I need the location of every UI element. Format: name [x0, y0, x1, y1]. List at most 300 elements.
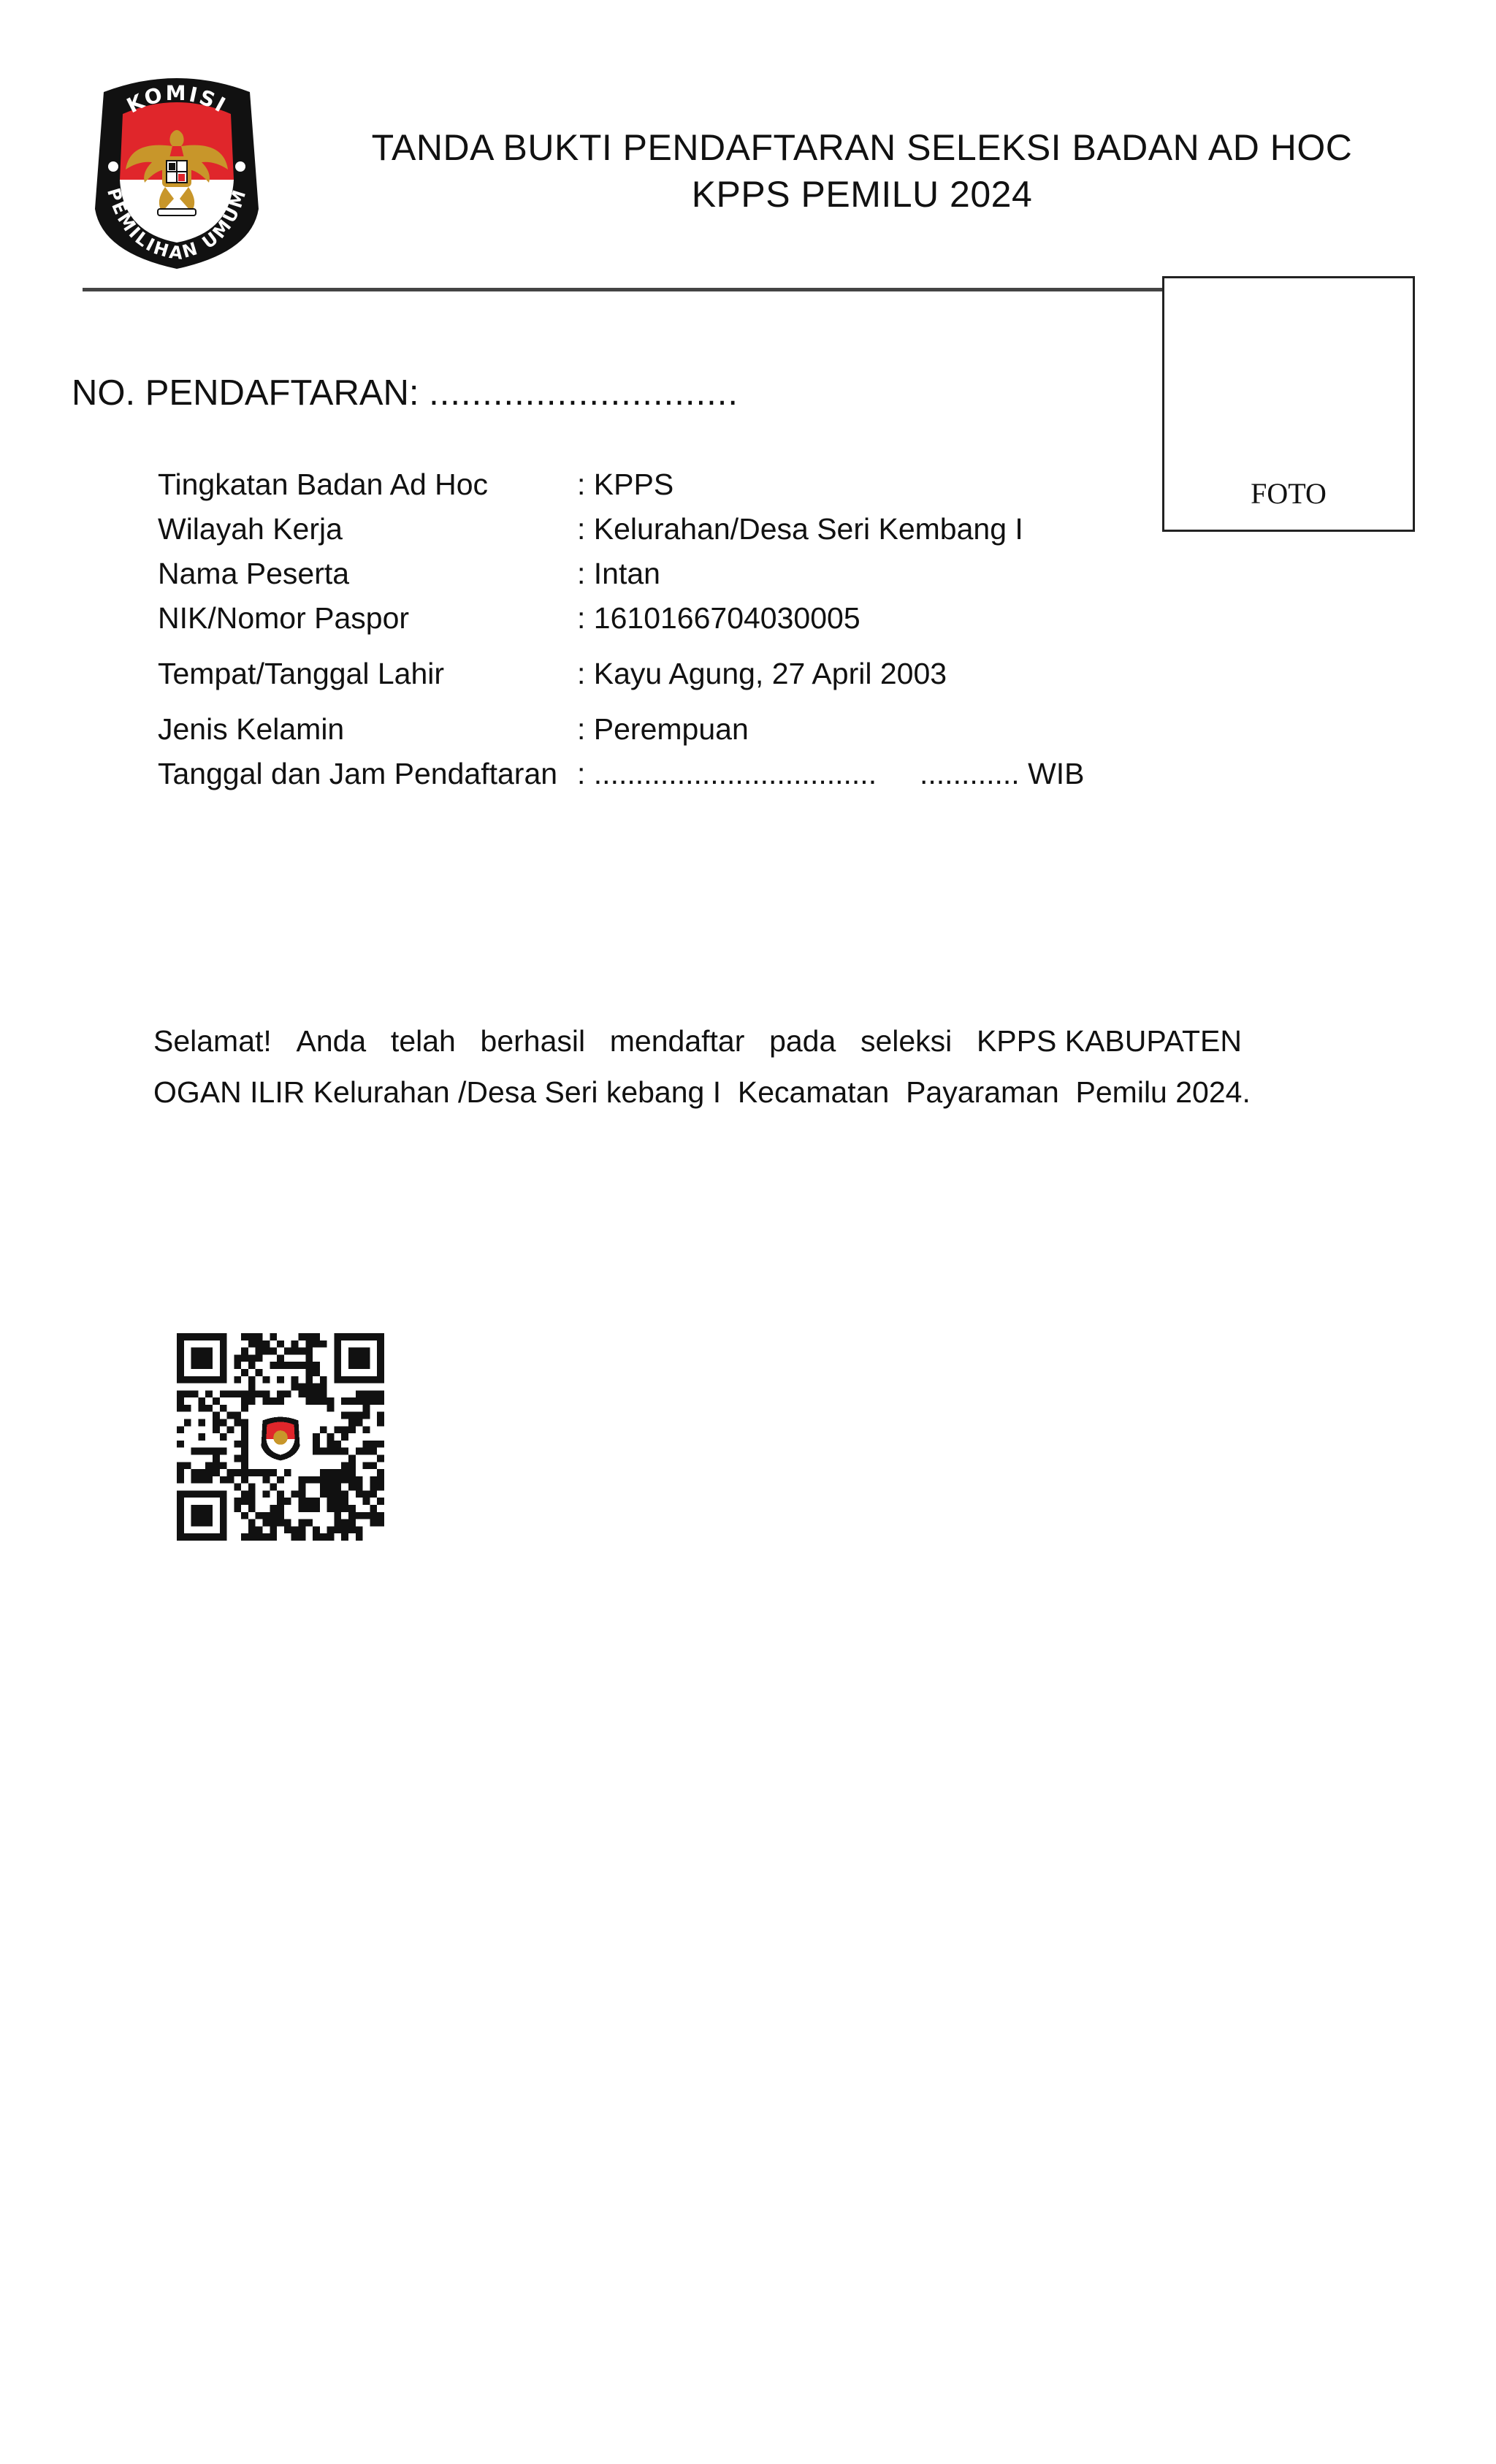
qr-module [348, 1462, 356, 1469]
qr-module [348, 1426, 356, 1433]
qr-module [227, 1412, 234, 1419]
qr-module [305, 1384, 313, 1391]
qr-module [305, 1498, 313, 1505]
qr-module [213, 1454, 220, 1462]
qr-module [256, 1533, 263, 1541]
qr-module [298, 1484, 305, 1491]
qr-module [298, 1490, 305, 1498]
qr-module [298, 1333, 305, 1340]
qr-module [341, 1433, 348, 1441]
qr-module [313, 1441, 320, 1448]
qr-module [334, 1426, 341, 1433]
qr-module [313, 1533, 320, 1541]
qr-module [277, 1505, 284, 1512]
qr-module [284, 1362, 291, 1369]
qr-module [220, 1390, 227, 1397]
qr-module [370, 1462, 377, 1469]
qr-module [270, 1526, 277, 1533]
qr-module [320, 1469, 327, 1476]
qr-module [277, 1519, 284, 1527]
qr-module [220, 1448, 227, 1455]
qr-module [334, 1469, 341, 1476]
qr-module [305, 1376, 313, 1384]
qr-module [284, 1469, 291, 1476]
qr-module [313, 1397, 320, 1405]
qr-module [356, 1533, 363, 1541]
qr-module [377, 1390, 384, 1397]
qr-module [334, 1441, 341, 1448]
qr-module [327, 1433, 335, 1441]
qr-module [205, 1462, 213, 1469]
qr-module [248, 1362, 256, 1369]
qr-module [370, 1490, 377, 1498]
qr-module [184, 1462, 191, 1469]
qr-module [305, 1397, 313, 1405]
message-word: Selamat! [153, 1024, 272, 1058]
qr-module [377, 1397, 384, 1405]
qr-module [256, 1369, 263, 1376]
message-word: Anda [296, 1024, 367, 1058]
qr-module [284, 1390, 291, 1397]
qr-module [220, 1419, 227, 1427]
qr-module [363, 1448, 370, 1455]
qr-module [327, 1469, 335, 1476]
qr-module [263, 1376, 270, 1384]
qr-module [241, 1512, 248, 1519]
qr-module [370, 1476, 377, 1484]
qr-module [241, 1397, 248, 1405]
message-word: telah [390, 1024, 456, 1058]
qr-module [298, 1533, 305, 1541]
qr-module [277, 1354, 284, 1362]
qr-module [220, 1476, 227, 1484]
qr-module [305, 1354, 313, 1362]
qr-module [341, 1490, 348, 1498]
qr-module [313, 1476, 320, 1484]
qr-module [298, 1498, 305, 1505]
confirmation-message [153, 1015, 1251, 1118]
qr-module [348, 1412, 356, 1419]
qr-module [248, 1390, 256, 1397]
qr-module [348, 1476, 356, 1484]
qr-module [377, 1412, 384, 1419]
field-label: NIK/Nomor Paspor [158, 601, 410, 635]
qr-module [327, 1526, 335, 1533]
qr-module [341, 1412, 348, 1419]
qr-module [227, 1390, 234, 1397]
qr-module [248, 1333, 256, 1340]
qr-module [248, 1354, 256, 1362]
qr-module [341, 1397, 348, 1405]
qr-module [377, 1454, 384, 1462]
qr-module [356, 1526, 363, 1533]
qr-module [370, 1505, 377, 1512]
field-value: : Perempuan [577, 712, 749, 746]
qr-module [270, 1533, 277, 1541]
qr-module [334, 1512, 341, 1519]
qr-module [348, 1454, 356, 1462]
qr-module [205, 1405, 213, 1412]
qr-module [356, 1419, 363, 1427]
qr-module [305, 1333, 313, 1340]
qr-module [241, 1454, 248, 1462]
qr-module [291, 1340, 299, 1348]
qr-module [277, 1376, 284, 1384]
field-label: Tingkatan Badan Ad Hoc [158, 468, 489, 501]
qr-module [234, 1498, 241, 1505]
qr-module [356, 1476, 363, 1484]
qr-code-icon [177, 1333, 384, 1541]
qr-module [341, 1469, 348, 1476]
qr-module [191, 1390, 199, 1397]
qr-module [256, 1333, 263, 1340]
message-line-2: OGAN ILIR Kelurahan /Desa Seri kebang I Kecamatan Payaraman Pemilu 2024. [153, 1075, 1251, 1109]
qr-module [341, 1533, 348, 1541]
qr-module [277, 1397, 284, 1405]
qr-module [305, 1519, 313, 1527]
qr-module [377, 1512, 384, 1519]
qr-module [277, 1390, 284, 1397]
qr-module [241, 1369, 248, 1376]
qr-module [327, 1505, 335, 1512]
qr-module [241, 1469, 248, 1476]
qr-module [213, 1448, 220, 1455]
qr-module [177, 1390, 184, 1397]
qr-module [263, 1340, 270, 1348]
qr-module [184, 1390, 191, 1397]
qr-module [305, 1369, 313, 1376]
qr-module [241, 1498, 248, 1505]
qr-module [234, 1376, 241, 1384]
qr-module [191, 1469, 199, 1476]
qr-module [277, 1476, 284, 1484]
qr-module [305, 1362, 313, 1369]
qr-module [313, 1362, 320, 1369]
qr-module [241, 1490, 248, 1498]
qr-module [270, 1505, 277, 1512]
qr-module [341, 1505, 348, 1512]
qr-module [234, 1454, 241, 1462]
qr-module [313, 1448, 320, 1455]
qr-module [313, 1384, 320, 1391]
qr-module [320, 1448, 327, 1455]
qr-module [320, 1490, 327, 1498]
qr-module [313, 1333, 320, 1340]
qr-module [248, 1490, 256, 1498]
qr-module [270, 1484, 277, 1491]
message-word: seleksi [860, 1024, 953, 1058]
qr-module [334, 1490, 341, 1498]
qr-module [263, 1519, 270, 1527]
registration-label: NO. PENDAFTARAN: [72, 373, 419, 413]
qr-module [334, 1484, 341, 1491]
qr-module [348, 1419, 356, 1427]
header-divider [83, 288, 1164, 291]
qr-module [263, 1533, 270, 1541]
qr-module [341, 1498, 348, 1505]
message-word: pada [769, 1024, 836, 1058]
qr-module [370, 1397, 377, 1405]
qr-module [241, 1448, 248, 1455]
qr-module [377, 1419, 384, 1427]
qr-module [356, 1448, 363, 1455]
qr-module [320, 1397, 327, 1405]
qr-module [320, 1426, 327, 1433]
qr-module [177, 1462, 184, 1469]
field-value: : Intan [577, 557, 660, 590]
qr-module [291, 1362, 299, 1369]
qr-module [220, 1462, 227, 1469]
qr-module [348, 1512, 356, 1519]
qr-module [205, 1469, 213, 1476]
qr-module [298, 1390, 305, 1397]
qr-module [256, 1390, 263, 1397]
qr-module [298, 1362, 305, 1369]
qr-module [241, 1441, 248, 1448]
field-label: Wilayah Kerja [158, 512, 343, 546]
qr-module [334, 1476, 341, 1484]
qr-module [241, 1333, 248, 1340]
qr-module [363, 1512, 370, 1519]
qr-module [363, 1490, 370, 1498]
field-time-wib: ............ WIB [920, 757, 1085, 790]
qr-module [291, 1376, 299, 1384]
qr-module [363, 1498, 370, 1505]
qr-module [327, 1533, 335, 1541]
qr-module [234, 1484, 241, 1491]
qr-module [298, 1519, 305, 1527]
qr-module [327, 1484, 335, 1491]
qr-module [270, 1333, 277, 1340]
qr-module [277, 1362, 284, 1369]
qr-module [248, 1498, 256, 1505]
qr-module [241, 1390, 248, 1397]
registration-number [72, 373, 739, 413]
qr-center-logo-icon [256, 1412, 306, 1462]
qr-module [234, 1412, 241, 1419]
qr-module [248, 1384, 256, 1391]
qr-module [348, 1484, 356, 1491]
qr-module [234, 1390, 241, 1397]
qr-module [320, 1390, 327, 1397]
qr-module [313, 1433, 320, 1441]
qr-module [291, 1348, 299, 1355]
qr-module [263, 1469, 270, 1476]
qr-module [348, 1526, 356, 1533]
qr-module [184, 1405, 191, 1412]
qr-module [363, 1405, 370, 1412]
qr-module [284, 1348, 291, 1355]
qr-module [234, 1441, 241, 1448]
qr-module [313, 1369, 320, 1376]
qr-module [356, 1484, 363, 1491]
qr-module [341, 1426, 348, 1433]
kpu-logo-icon [89, 70, 264, 272]
qr-module [370, 1512, 377, 1519]
qr-module [320, 1484, 327, 1491]
registration-value: ............................. [429, 373, 739, 413]
qr-module [320, 1384, 327, 1391]
qr-module [248, 1505, 256, 1512]
qr-module [241, 1354, 248, 1362]
qr-module [277, 1512, 284, 1519]
qr-module [227, 1469, 234, 1476]
qr-module [377, 1441, 384, 1448]
qr-module [241, 1426, 248, 1433]
qr-module [377, 1484, 384, 1491]
qr-module [334, 1526, 341, 1533]
qr-module [256, 1469, 263, 1476]
qr-module [263, 1397, 270, 1405]
qr-module [334, 1505, 341, 1512]
qr-module [370, 1448, 377, 1455]
qr-module [291, 1526, 299, 1533]
qr-module [256, 1526, 263, 1533]
field-value: : Kelurahan/Desa Seri Kembang I [577, 512, 1023, 546]
field-label: Tanggal dan Jam Pendaftaran [158, 757, 558, 790]
qr-module [213, 1426, 220, 1433]
qr-module [213, 1419, 220, 1427]
qr-module [356, 1397, 363, 1405]
qr-module [320, 1376, 327, 1384]
qr-module [363, 1441, 370, 1448]
qr-module [341, 1476, 348, 1484]
qr-module [270, 1397, 277, 1405]
title-line-1: TANDA BUKTI PENDAFTARAN SELEKSI BADAN AD HOC [371, 127, 1353, 168]
message-word: KPPS KABUPATEN [976, 1024, 1242, 1058]
qr-module [298, 1526, 305, 1533]
qr-module [198, 1469, 205, 1476]
qr-module [320, 1533, 327, 1541]
qr-module [220, 1433, 227, 1441]
qr-module [198, 1405, 205, 1412]
qr-module [263, 1348, 270, 1355]
qr-module [241, 1462, 248, 1469]
qr-module [327, 1397, 335, 1405]
qr-module [363, 1390, 370, 1397]
qr-module [341, 1462, 348, 1469]
qr-module [334, 1519, 341, 1527]
qr-module [348, 1397, 356, 1405]
qr-module [241, 1476, 248, 1484]
field-value: : Kayu Agung, 27 April 2003 [577, 657, 947, 690]
qr-module [284, 1519, 291, 1527]
qr-module [356, 1390, 363, 1397]
qr-module [263, 1476, 270, 1484]
qr-module [305, 1505, 313, 1512]
qr-module [220, 1405, 227, 1412]
qr-module [270, 1348, 277, 1355]
qr-module [341, 1519, 348, 1527]
qr-module [270, 1362, 277, 1369]
qr-module [177, 1469, 184, 1476]
qr-module [313, 1526, 320, 1533]
message-line-1 [153, 1015, 1242, 1067]
qr-module [191, 1476, 199, 1484]
qr-module [198, 1476, 205, 1484]
qr-module [377, 1519, 384, 1527]
logo-top-text: KOMISI [123, 80, 232, 118]
qr-module [241, 1433, 248, 1441]
qr-module [198, 1419, 205, 1427]
qr-module [241, 1533, 248, 1541]
field-label: Nama Peserta [158, 557, 350, 590]
qr-module [241, 1419, 248, 1427]
field-value: : KPPS [577, 468, 674, 501]
qr-module [205, 1476, 213, 1484]
qr-module [213, 1469, 220, 1476]
qr-module [234, 1469, 241, 1476]
qr-module [377, 1498, 384, 1505]
qr-module [348, 1469, 356, 1476]
qr-module [370, 1441, 377, 1448]
field-value: : .................................. [577, 757, 877, 790]
qr-module [177, 1476, 184, 1484]
qr-module [256, 1340, 263, 1348]
qr-module [327, 1498, 335, 1505]
qr-module [356, 1490, 363, 1498]
qr-module [205, 1390, 213, 1397]
qr-module [370, 1484, 377, 1491]
qr-module [213, 1412, 220, 1419]
qr-module [256, 1348, 263, 1355]
qr-module [248, 1526, 256, 1533]
field-label: Tempat/Tanggal Lahir [158, 657, 445, 690]
qr-module [213, 1462, 220, 1469]
field-label: Jenis Kelamin [158, 712, 345, 746]
qr-module [341, 1448, 348, 1455]
qr-module [184, 1419, 191, 1427]
qr-module [327, 1490, 335, 1498]
qr-module [327, 1441, 335, 1448]
qr-module [234, 1505, 241, 1512]
qr-module [348, 1505, 356, 1512]
qr-module [377, 1476, 384, 1484]
qr-module [177, 1397, 184, 1405]
qr-module [377, 1469, 384, 1476]
qr-module [334, 1498, 341, 1505]
qr-module [256, 1512, 263, 1519]
qr-module [263, 1390, 270, 1397]
qr-module [277, 1490, 284, 1498]
qr-module [363, 1462, 370, 1469]
qr-module [284, 1498, 291, 1505]
qr-module [348, 1519, 356, 1527]
qr-module [356, 1412, 363, 1419]
title-line-2: KPPS PEMILU 2024 [691, 174, 1033, 215]
qr-module [305, 1340, 313, 1348]
qr-module [177, 1405, 184, 1412]
qr-module [370, 1390, 377, 1397]
qr-module [270, 1512, 277, 1519]
qr-module [363, 1397, 370, 1405]
qr-module [177, 1441, 184, 1448]
qr-module [298, 1505, 305, 1512]
qr-module [241, 1405, 248, 1412]
qr-module [248, 1397, 256, 1405]
qr-module [227, 1476, 234, 1484]
qr-module [327, 1448, 335, 1455]
qr-module [320, 1340, 327, 1348]
qr-module [248, 1533, 256, 1541]
qr-module [327, 1405, 335, 1412]
qr-module [363, 1426, 370, 1433]
qr-module [191, 1448, 199, 1455]
qr-module [263, 1490, 270, 1498]
qr-module [248, 1376, 256, 1384]
qr-module [356, 1512, 363, 1519]
qr-module [248, 1469, 256, 1476]
